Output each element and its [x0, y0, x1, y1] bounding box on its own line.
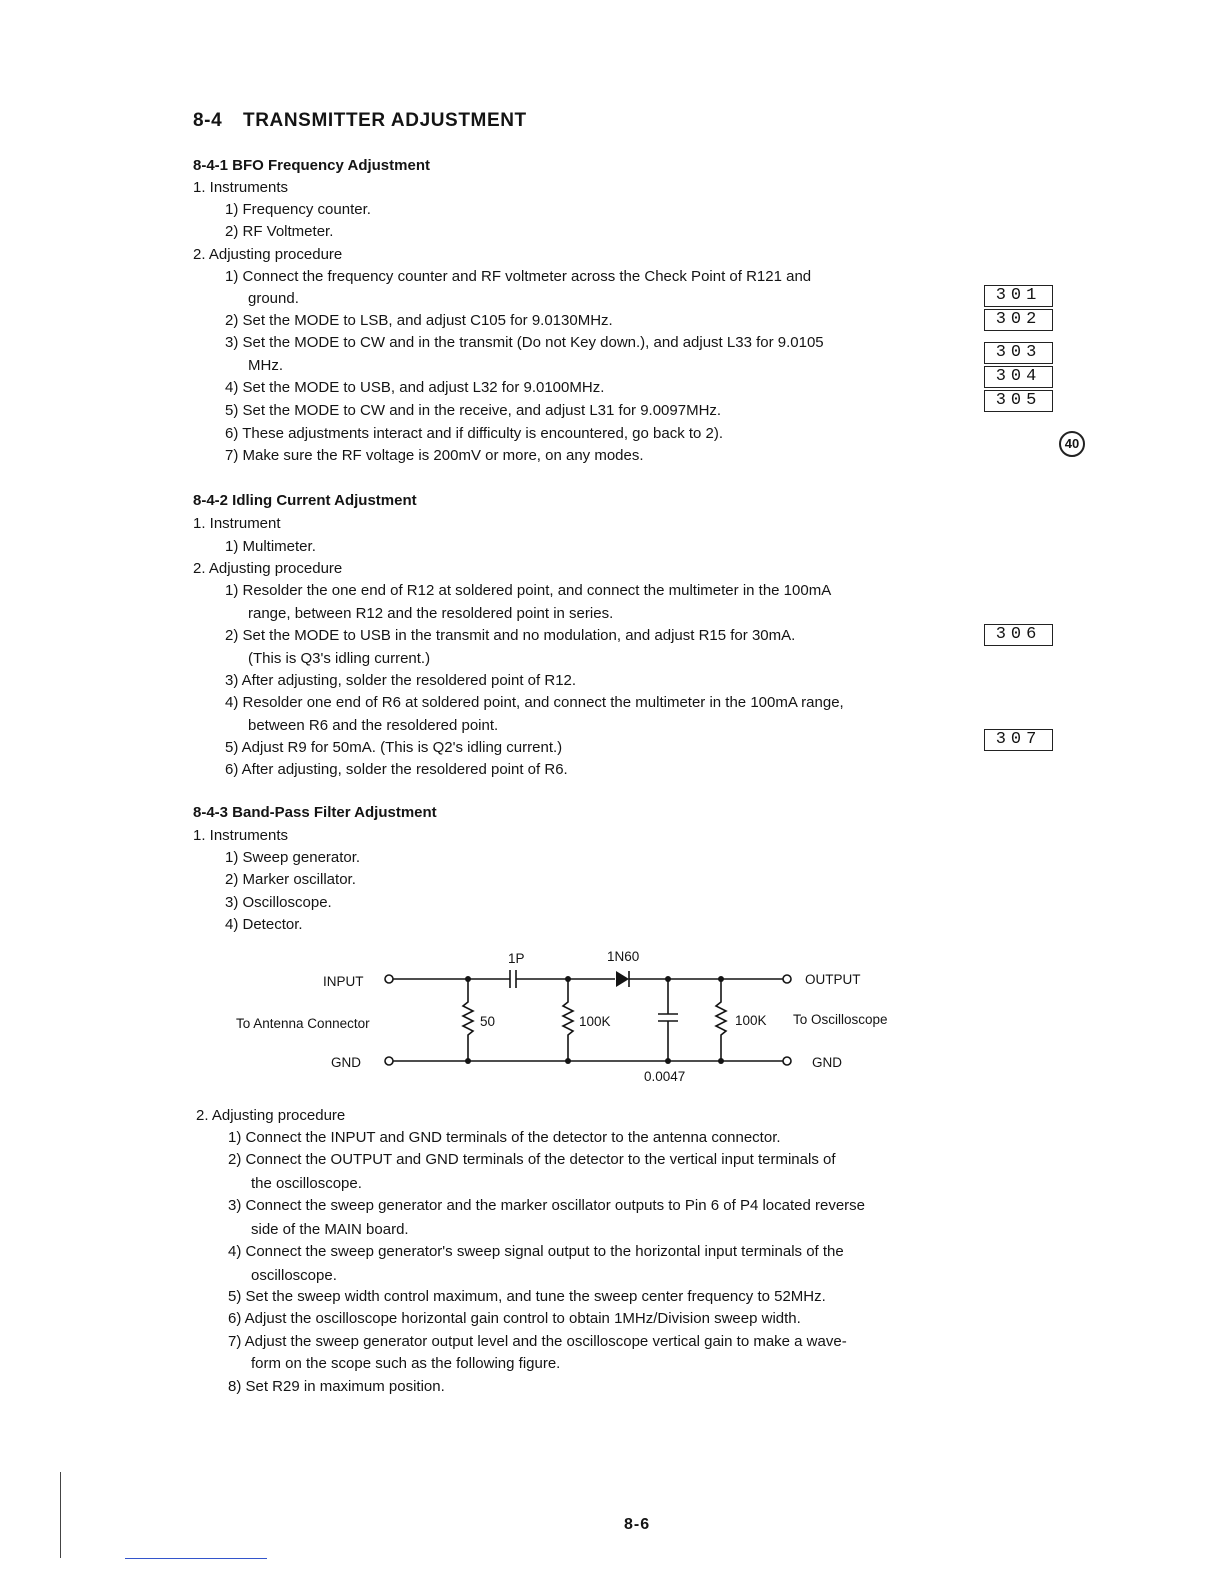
gnd-terminal-left [385, 1057, 393, 1065]
reference-box: 304 [984, 366, 1053, 388]
resistor-100k-label: 100K [579, 1014, 611, 1029]
diode-symbol [616, 971, 629, 987]
list-item: 1) Sweep generator. [225, 849, 361, 866]
subsection-heading-bpf: 8-4-3 Band-Pass Filter Adjustment [193, 804, 437, 821]
gnd-terminal-right [783, 1057, 791, 1065]
reference-box: 301 [984, 285, 1053, 307]
gnd-label-right: GND [812, 1055, 842, 1070]
list-item: 3) Oscilloscope. [225, 894, 332, 911]
list-item: 5) Adjust R9 for 50mA. (This is Q2's idling current.) [225, 739, 563, 756]
list-item: 2) Set the MODE to LSB, and adjust C105 for 9.0130MHz. [225, 312, 613, 329]
procedure-label: 2. Adjusting procedure [193, 246, 343, 263]
scan-edge-line [60, 1472, 61, 1558]
list-item: 1) Connect the INPUT and GND terminals of the detector to the antenna connector. [228, 1129, 781, 1146]
list-item: 2) Connect the OUTPUT and GND terminals of the detector to the vertical input terminals of [228, 1151, 836, 1168]
subsection-heading-bfo: 8-4-1 BFO Frequency Adjustment [193, 157, 430, 174]
list-item: 3) Connect the sweep generator and the marker oscillator outputs to Pin 6 of P4 located reverse [228, 1197, 866, 1214]
diode-label: 1N60 [607, 949, 640, 964]
instruments-label: 1. Instruments [193, 827, 289, 844]
list-item: 5) Set the sweep width control maximum, and tune the sweep center frequency to 52MHz. [228, 1288, 826, 1305]
reference-box: 307 [984, 729, 1053, 751]
input-label: INPUT [323, 974, 364, 989]
list-item: 6) After adjusting, solder the resoldered point of R6. [225, 761, 568, 778]
page-number: 8-6 [624, 1516, 651, 1533]
gnd-label-left: GND [331, 1055, 361, 1070]
reference-box: 302 [984, 309, 1053, 331]
subsection-heading-idling: 8-4-2 Idling Current Adjustment [193, 492, 417, 509]
list-item: 2) Marker oscillator. [225, 871, 356, 888]
list-item: 7) Adjust the sweep generator output level and the oscilloscope vertical gain to make a wave- [228, 1333, 847, 1350]
list-item: 1) Resolder the one end of R12 at soldered point, and connect the multimeter in the 100mA [225, 582, 832, 599]
list-item: 7) Make sure the RF voltage is 200mV or more, on any modes. [225, 447, 644, 464]
list-item: 5) Set the MODE to CW and in the receive, and adjust L31 for 9.0097MHz. [225, 402, 722, 419]
list-item: 8) Set R29 in maximum position. [228, 1378, 445, 1395]
list-item: 1) Connect the frequency counter and RF voltmeter across the Check Point of R121 and [225, 268, 812, 285]
list-item-continuation: side of the MAIN board. [251, 1221, 409, 1238]
list-item: 3) Set the MODE to CW and in the transmit (Do not Key down.), and adjust L33 for 9.0105 [225, 334, 824, 351]
scan-edge-line [125, 1558, 267, 1559]
list-item: 2) RF Voltmeter. [225, 223, 334, 240]
reference-box: 303 [984, 342, 1053, 364]
list-item-continuation: the oscilloscope. [251, 1175, 362, 1192]
output-terminal [783, 975, 791, 983]
list-item-continuation: form on the scope such as the following figure. [251, 1355, 561, 1372]
procedure-label: 2. Adjusting procedure [193, 560, 343, 577]
list-item-continuation: oscilloscope. [251, 1267, 337, 1284]
list-item: 2) Set the MODE to USB in the transmit and no modulation, and adjust R15 for 30mA. [225, 627, 796, 644]
to-antenna-label: To Antenna Connector [236, 1016, 370, 1031]
instruments-label: 1. Instrument [193, 515, 281, 532]
reference-box: 305 [984, 390, 1053, 412]
output-label: OUTPUT [805, 972, 861, 987]
page-marker-badge: 40 [1059, 431, 1085, 457]
list-item: 6) Adjust the oscilloscope horizontal gain control to obtain 1MHz/Division sweep width. [228, 1310, 801, 1327]
list-item-continuation: range, between R12 and the resoldered point in series. [248, 605, 614, 622]
resistor-100k-out-label: 100K [735, 1013, 767, 1028]
list-item: 3) After adjusting, solder the resoldered point of R12. [225, 672, 577, 689]
input-terminal [385, 975, 393, 983]
section-number: 8-4 [193, 110, 223, 131]
list-item-continuation: (This is Q3's idling current.) [248, 650, 431, 667]
reference-box: 306 [984, 624, 1053, 646]
list-item-continuation: ground. [248, 290, 299, 307]
capacitor-1p-label: 1P [508, 951, 525, 966]
detector-circuit-diagram [230, 940, 910, 1090]
list-item: 4) Resolder one end of R6 at soldered point, and connect the multimeter in the 100mA range, [225, 694, 844, 711]
list-item-continuation: MHz. [248, 357, 283, 374]
section-title-text: TRANSMITTER ADJUSTMENT [243, 110, 527, 131]
list-item-continuation: between R6 and the resoldered point. [248, 717, 499, 734]
list-item: 1) Multimeter. [225, 538, 316, 555]
list-item: 6) These adjustments interact and if difficulty is encountered, go back to 2). [225, 425, 724, 442]
section-title [193, 110, 527, 132]
list-item: 4) Set the MODE to USB, and adjust L32 for 9.0100MHz. [225, 379, 605, 396]
list-item: 4) Detector. [225, 916, 303, 933]
to-oscilloscope-label: To Oscilloscope [793, 1012, 888, 1027]
resistor-50-label: 50 [480, 1014, 496, 1029]
procedure-label: 2. Adjusting procedure [196, 1107, 346, 1124]
list-item: 4) Connect the sweep generator's sweep signal output to the horizontal input terminals of the [228, 1243, 844, 1260]
instruments-label: 1. Instruments [193, 179, 289, 196]
list-item: 1) Frequency counter. [225, 201, 371, 218]
capacitor-0047-label: 0.0047 [644, 1069, 686, 1084]
